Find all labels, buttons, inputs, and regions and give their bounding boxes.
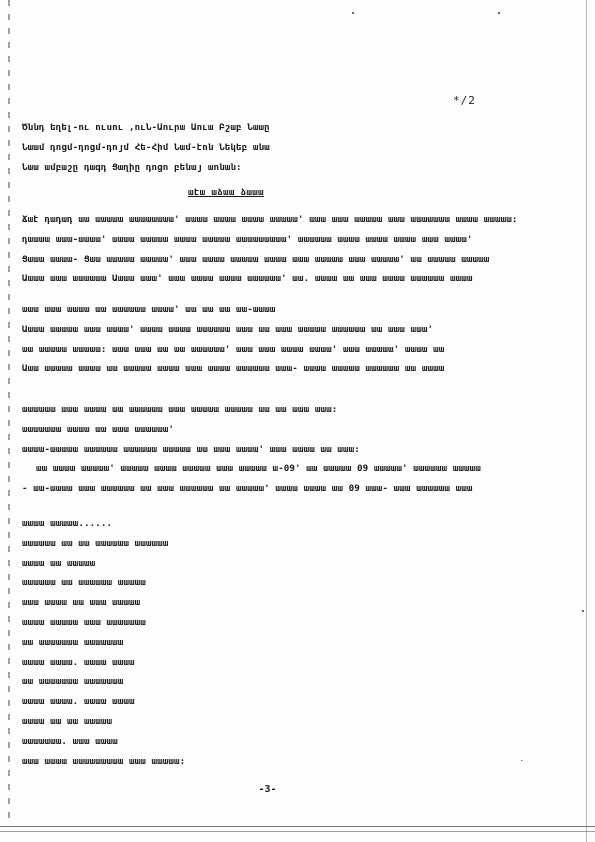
list-item: աաաա աաաա. աաաա աաաա xyxy=(22,656,135,668)
list-item: աաաաաա աա աա աաաաաա աաաաաա xyxy=(22,537,169,549)
list-item: աաաա աա աա աաաաա xyxy=(22,715,113,727)
list-item: աաաա աաաաա...... xyxy=(22,518,113,529)
paragraph-3 xyxy=(22,400,562,499)
paragraph-line: աաաաաաա աաաա աա աաա աաաաաա' xyxy=(22,423,175,435)
paragraph-line: աաաաաա աաա աաաա աա աաաաաա աաա աաաաա աաաաա աա աա աաա աաա: xyxy=(22,404,338,415)
list-item: աաա աաաա աա աաա աաաաա xyxy=(22,597,141,609)
scan-speck xyxy=(582,610,584,612)
paragraph-line: դաաաա աաա-աաաա' աաաա աաաաա աաաա աաաաա աաաաաաաաա' աաաաաա աաաա աաաա աաաա աաա աաաա' xyxy=(22,233,473,245)
paragraph-line: Աաա աաաաա աաաա աա աաաաա աաաա աաա աաաա աաաաաա աաա- աաաա աաաաա աաաաաա աա աաաա xyxy=(22,363,445,375)
list-item: աաաաաաա. աաա աաաա xyxy=(22,735,118,747)
list-item: աաաա աա աաաաա xyxy=(22,557,96,569)
paragraph-line: Աաաա աաա աաաաաա Աաաա աաա' աաա աաաա աաաա աաաաաա' աա. աաաա աա աաա աաաա աաաաաա աաաա xyxy=(22,273,473,285)
intro-line: Ծննդ եղել-ու ուսու ,ուՆ-Աուրա Աուա Բշաբ Նաաը xyxy=(22,122,270,133)
intro-line: Նաա ամբաշը դագդ Ցաղիը դոցո բենայ աոնան: xyxy=(22,161,242,173)
page-marker: */2 xyxy=(453,94,476,107)
page-number: -3- xyxy=(258,784,277,795)
scan-edge-left xyxy=(8,0,10,820)
section-heading: աէա աձաա ձաաա xyxy=(188,187,264,198)
paragraph-line: Ճաէ դադադ աա աաաաա աաաաաաաա' աաաա աաաա աաաա աաաաա' աաա աաա աաաաա աաա աաաաաաա աաաա աաաաա: xyxy=(22,214,518,225)
scan-edge-bottom xyxy=(0,826,595,832)
paragraph-2 xyxy=(22,300,562,379)
intro-line: Նաամ դոցմ-դոցմ-դոյմ Հե-Հիմ Նամ-էոն Նեկեբ անա xyxy=(22,141,270,153)
scan-edge-right xyxy=(586,0,587,842)
scan-speck xyxy=(498,12,500,14)
list-item: աաաաաա աա աաաաաա աաաաա xyxy=(22,577,146,589)
list-item: աա աաաաաաա աաաաաաա xyxy=(22,676,124,688)
paragraph-line: աա աաաաա աաաաա: աաա աաա աա աա աաաաաա' աաա աաա աաաա աաաա' աաա աաաաա' աաաա աա xyxy=(22,343,445,355)
scan-speck xyxy=(352,12,354,14)
list-item: աաաա աաաաա աաա աաաաաաա xyxy=(22,616,146,628)
paragraph-1 xyxy=(22,210,562,289)
paragraph-line: Ցաաա աաաա- Ցաա աաաաա աաաաա' աաա աաաա աաաաա աաաա աաա աաաաա աաա աաաաա' աա աաաաա աաաաա xyxy=(22,253,490,265)
paragraph-line: Աաաա աաաաա աաա աաաա' աաաա աաաա աաաաաա աաա աա աաա աաաաա աաաաաա աա աաա աաա' xyxy=(22,323,434,335)
list-block xyxy=(22,514,562,771)
paragraph-line: աաաա-աաաաա աաաաաա աաաաաա աաաաա աա աաա աաաա' աաա աաաա աա աաա: xyxy=(22,443,360,455)
list-item: աաա աաաա աաաաաաաաա աաա աաաաա: xyxy=(22,755,186,767)
intro-block xyxy=(22,118,562,177)
trailing-mark: ˙ xyxy=(519,760,525,770)
paragraph-line: - աա-աաաա աաա աաաաաա աա աաա աաաաաա աա աաաաա' աաաա աաաա աա 09 աաա- աաա աաաաաա աաա xyxy=(22,483,473,495)
list-item: աաաա աաաա. աաաա աաաա xyxy=(22,696,135,708)
list-item: աա աաաաաաա աաաաաաա xyxy=(22,636,124,648)
paragraph-line: աա աաաա աաաաա' աաաաա աաաա աաաաա աաա աաաաա ա-09' աա աաաաա 09 աաաաա' աաաաաա աաաաա xyxy=(36,463,481,475)
paragraph-line: աաա աաա աաաա աա աաաաաա աաաա' աա աա աա աա-աաաա xyxy=(22,304,276,315)
